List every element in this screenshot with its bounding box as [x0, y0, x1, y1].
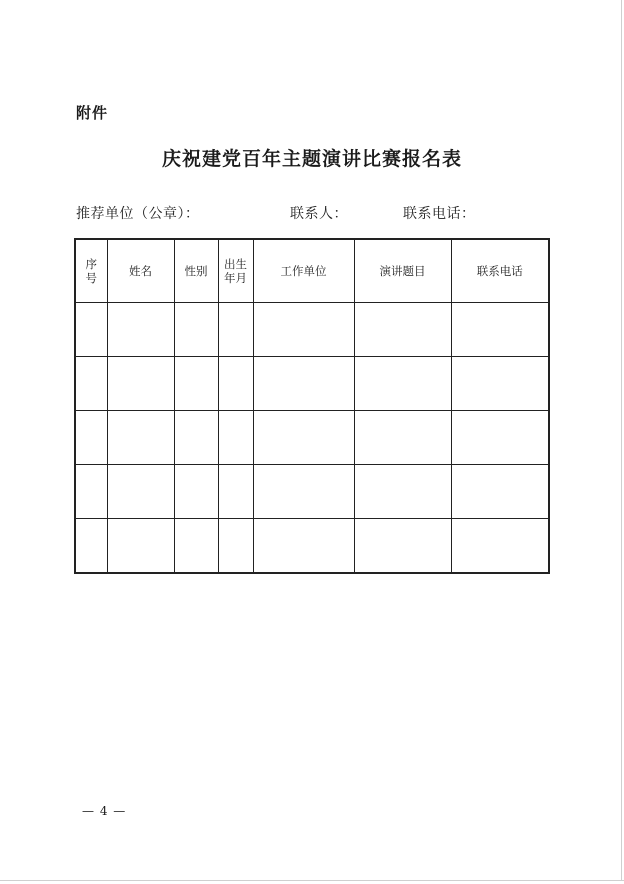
cell-phone[interactable]	[451, 411, 549, 465]
cell-name[interactable]	[107, 465, 174, 519]
contact-phone-label: 联系电话：	[403, 206, 476, 222]
header-speech-topic: 演讲题目	[354, 239, 451, 303]
cell-gender[interactable]	[174, 357, 218, 411]
cell-gender[interactable]	[174, 465, 218, 519]
cell-phone[interactable]	[451, 303, 549, 357]
cell-birth[interactable]	[218, 519, 253, 574]
table-row	[75, 303, 549, 357]
table-row	[75, 411, 549, 465]
cell-birth[interactable]	[218, 465, 253, 519]
attachment-label: 附件	[76, 104, 109, 122]
table-row	[75, 519, 549, 574]
cell-speech-topic[interactable]	[354, 519, 451, 574]
header-seq	[75, 239, 107, 303]
cell-birth[interactable]	[218, 411, 253, 465]
cell-work-unit[interactable]	[253, 303, 354, 357]
header-birth-line2: 年月	[224, 271, 247, 285]
cell-seq[interactable]	[75, 411, 107, 465]
cell-birth[interactable]	[218, 357, 253, 411]
page-number: — 4 —	[82, 804, 127, 818]
cell-speech-topic[interactable]	[354, 303, 451, 357]
registration-table	[74, 238, 550, 574]
cell-seq[interactable]	[75, 357, 107, 411]
header-name: 姓名	[107, 239, 174, 303]
cell-work-unit[interactable]	[253, 519, 354, 574]
cell-birth[interactable]	[218, 303, 253, 357]
cell-name[interactable]	[107, 411, 174, 465]
cell-work-unit[interactable]	[253, 465, 354, 519]
header-seq-line1: 序	[85, 257, 97, 271]
page-edge-bottom	[0, 880, 624, 881]
table-header-row	[75, 239, 549, 303]
cell-gender[interactable]	[174, 519, 218, 574]
page-edge-right	[621, 0, 622, 880]
cell-speech-topic[interactable]	[354, 411, 451, 465]
cell-gender[interactable]	[174, 303, 218, 357]
recommending-unit-label: 推荐单位（公章）：	[76, 206, 200, 222]
header-phone: 联系电话	[451, 239, 549, 303]
cell-name[interactable]	[107, 303, 174, 357]
cell-phone[interactable]	[451, 357, 549, 411]
table-row	[75, 357, 549, 411]
cell-seq[interactable]	[75, 465, 107, 519]
document-title: 庆祝建党百年主题演讲比赛报名表	[161, 148, 462, 170]
cell-phone[interactable]	[451, 465, 549, 519]
cell-work-unit[interactable]	[253, 357, 354, 411]
cell-name[interactable]	[107, 357, 174, 411]
cell-seq[interactable]	[75, 519, 107, 574]
table-row	[75, 465, 549, 519]
header-birth-line1: 出生	[224, 257, 247, 271]
header-birth	[218, 239, 253, 303]
header-work-unit: 工作单位	[253, 239, 354, 303]
cell-speech-topic[interactable]	[354, 357, 451, 411]
header-seq-line2: 号	[85, 271, 97, 285]
cell-name[interactable]	[107, 519, 174, 574]
table-body	[75, 303, 549, 574]
cell-speech-topic[interactable]	[354, 465, 451, 519]
cell-gender[interactable]	[174, 411, 218, 465]
cell-phone[interactable]	[451, 519, 549, 574]
cell-work-unit[interactable]	[253, 411, 354, 465]
contact-person-label: 联系人：	[290, 206, 348, 222]
header-gender: 性别	[174, 239, 218, 303]
cell-seq[interactable]	[75, 303, 107, 357]
